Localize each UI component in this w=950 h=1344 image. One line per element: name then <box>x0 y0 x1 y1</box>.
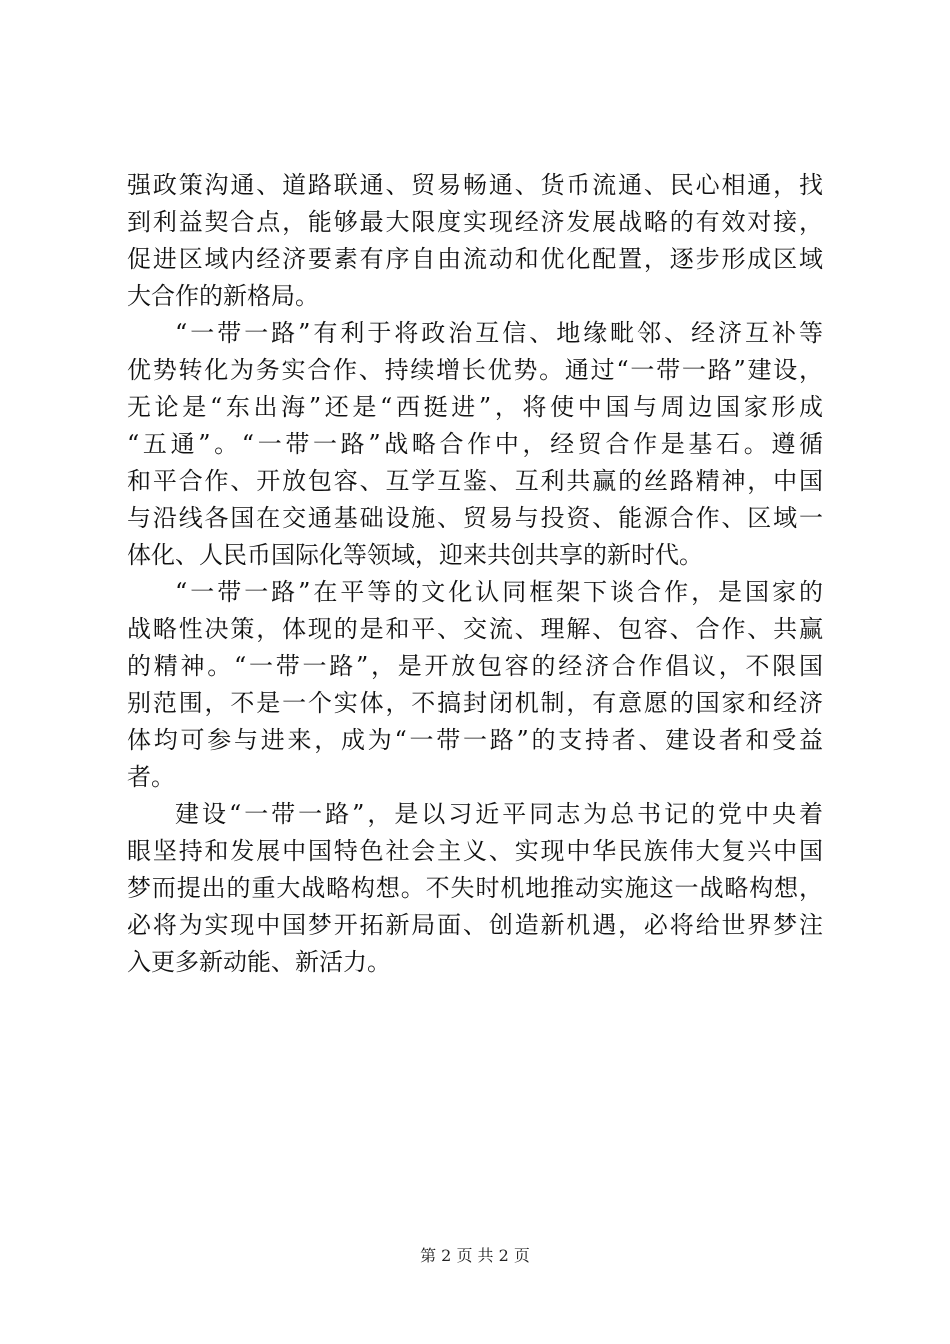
text-line: 必将为实现中国梦开拓新局面、创造新机遇，必将给世界梦注 <box>127 911 823 939</box>
text-line: 与沿线各国在交通基础设施、贸易与投资、能源合作、区域一 <box>127 504 823 532</box>
text-line: 优势转化为务实合作、持续增长优势。通过“一带一路”建设， <box>127 356 823 384</box>
paragraph-4 <box>127 796 823 981</box>
text-line: 和平合作、开放包容、互学互鉴、互利共赢的丝路精神，中国 <box>127 467 823 495</box>
text-line: 强政策沟通、道路联通、贸易畅通、货币流通、民心相通，找 <box>127 171 823 199</box>
text-line: “五通”。“一带一路”战略合作中，经贸合作是基石。遵循 <box>127 430 823 458</box>
text-line: 无论是“东出海”还是“西挺进”，将使中国与周边国家形成 <box>127 393 823 421</box>
paragraph-2 <box>127 315 823 574</box>
text-line: 建设“一带一路”，是以习近平同志为总书记的党中央着 <box>175 800 823 828</box>
text-line: 体化、人民币国际化等领域，迎来共创共享的新时代。 <box>127 541 703 569</box>
text-line: 体均可参与进来，成为“一带一路”的支持者、建设者和受益 <box>127 726 823 754</box>
paragraph-1 <box>127 167 823 315</box>
text-line: 眼坚持和发展中国特色社会主义、实现中华民族伟大复兴中国 <box>127 837 823 865</box>
page-number-footer: 第 2 页 共 2 页 <box>420 1246 530 1265</box>
text-line: 战略性决策，体现的是和平、交流、理解、包容、合作、共赢 <box>127 615 823 643</box>
document-body <box>127 167 823 981</box>
text-line: 大合作的新格局。 <box>127 282 319 310</box>
text-line: 梦而提出的重大战略构想。不失时机地推动实施这一战略构想， <box>127 874 823 902</box>
text-line: 别范围，不是一个实体，不搞封闭机制，有意愿的国家和经济 <box>127 689 823 717</box>
paragraph-3 <box>127 574 823 796</box>
text-line: 到利益契合点，能够最大限度实现经济发展战略的有效对接， <box>127 208 823 236</box>
text-line: 者。 <box>127 763 175 791</box>
text-line: “一带一路”在平等的文化认同框架下谈合作，是国家的 <box>175 578 823 606</box>
text-line: 促进区域内经济要素有序自由流动和优化配置，逐步形成区域 <box>127 245 823 273</box>
text-line: 入更多新动能、新活力。 <box>127 948 391 976</box>
text-line: “一带一路”有利于将政治互信、地缘毗邻、经济互补等 <box>175 319 823 347</box>
text-line: 的精神。“一带一路”，是开放包容的经济合作倡议，不限国 <box>127 652 823 680</box>
